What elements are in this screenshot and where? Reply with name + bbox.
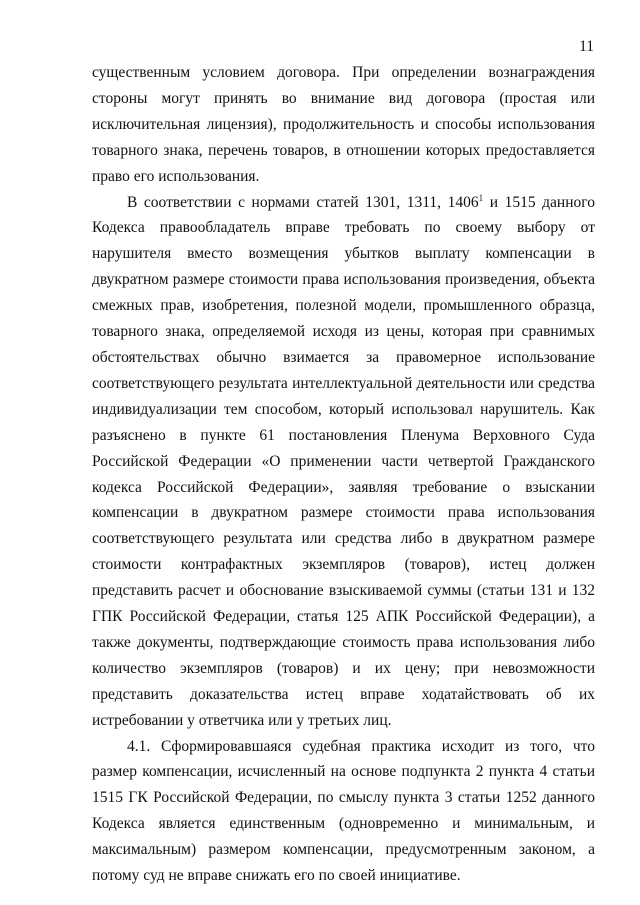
page-number: 11	[579, 38, 594, 55]
paragraph-4-1: 4.1. Сформировавшаяся судебная практика исходит из того, что размер компенсации, исчисленный на основе подпункта 2 пункта 4 статьи 1515 ГК Российской Федерации, по смыслу пункта 3 статьи 1252 данного Кодекса является единственным (одновременно и минимальным, и максимальным) размером компенсации, предусмотренным законом, а потому суд не вправе снижать его по своей инициативе.	[92, 737, 595, 885]
paragraph-text-end: и 1515 данного Кодекса правообладатель вправе требовать по своему выбору от нарушителя вместо возмещения убытков выплату компенсации в двукратном размере стоимости права использования произведения, объекта смежных прав, изобретения, полезной модели, промышленного образца, товарного знака, определяемой исходя из цены, которая при сравнимых обстоятельствах обычно взимается за правомерное использование соответствующего результата интеллектуальной деятельности или средства индивидуализации тем способом, который использовал нарушитель. Как разъяснено в пункте 61 постановления Пленума Верховного Суда Российской Федерации «О применении части четвертой Гражданского кодекса Российской Федерации», заявляя требование о взыскании компенсации в двукратном размере стоимости права использования соответствующего результата или средства либо в двукратном размере стоимости контрафактных экземпляров (товаров), истец должен представить расчет и обоснование взыскиваемой суммы (статьи 131 и 132 ГПК Российской Федерации, статья 125 АПК Российской Федерации), а также документы, подтверждающие стоимость права использования либо количество экземпляров (товаров) и их цену; при невозможности представить доказательства истец вправе ходатайствовать об их истребовании у ответчика или у третьих лиц.	[92, 193, 595, 729]
paragraph-compensation-norms	[92, 190, 595, 734]
footnote-superscript: 1	[478, 192, 484, 203]
paragraph-text-start: В соответствии с нормами статей 1301, 1311, 1406	[127, 193, 479, 211]
paragraph-continuation: существенным условием договора. При определении вознаграждения стороны могут принять во внимание вид договора (простая или исключительная лицензия), продолжительность и способы использования товарного знака, перечень товаров, в отношении которых предоставляется право его использования.	[92, 64, 595, 185]
document-body	[92, 60, 595, 889]
